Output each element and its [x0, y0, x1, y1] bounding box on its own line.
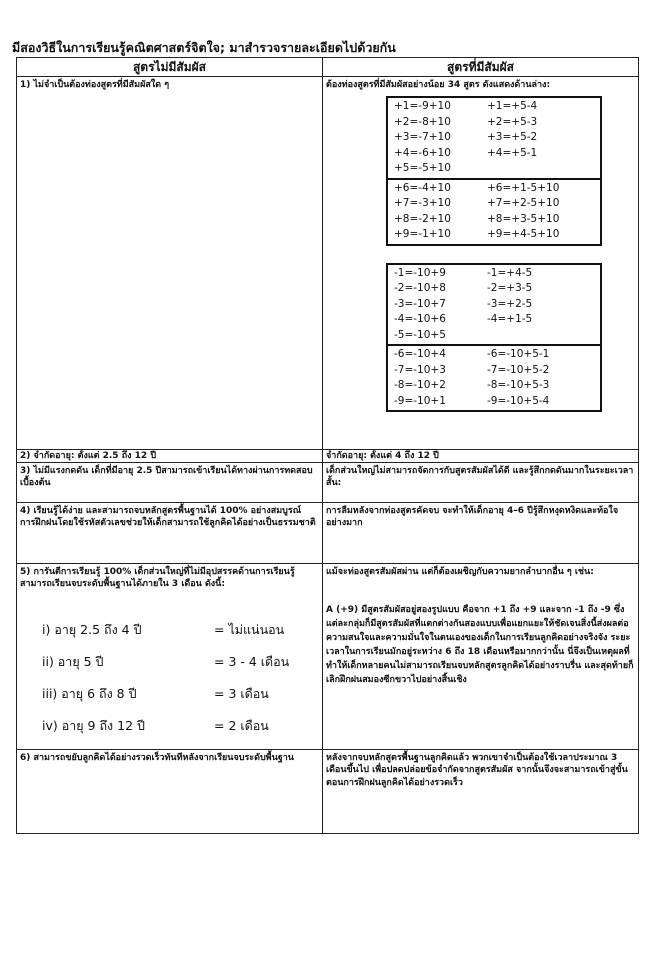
- header-rhyme: สูตรที่มีสัมผัส: [323, 58, 639, 77]
- formula-row: [394, 394, 594, 410]
- comparison-table: [16, 57, 639, 834]
- formula-row: [394, 99, 594, 115]
- row2-right: จำกัดอายุ: ตั้งแต่ 4 ถึง 12 ปี: [323, 450, 639, 463]
- formula-row: [394, 181, 594, 197]
- formula-box: [386, 96, 602, 246]
- formula-text: +7=+2-5+10: [487, 197, 560, 210]
- row6-left: 6) สามารถขยับลูกคิดได้อย่างรวดเร็วทันทีหลังจากเรียนจบระดับพื้นฐาน: [17, 750, 323, 834]
- formula-text: +3=-7+10: [394, 131, 451, 144]
- formula-text: +2=+5-3: [487, 115, 538, 128]
- formula-box: [386, 263, 602, 413]
- formula-text: -8=-10+2: [394, 379, 446, 392]
- formula-text: -5=-10+5: [394, 328, 446, 341]
- formula-row: [394, 312, 594, 328]
- formula-row: [394, 196, 594, 212]
- table-row: [17, 450, 639, 463]
- formula-row: [394, 227, 594, 243]
- formula-text: -8=-10+5-3: [487, 379, 550, 392]
- formula-row: [394, 146, 594, 162]
- table-row: [17, 463, 639, 503]
- table-row: [17, 503, 639, 564]
- header-no-rhyme: สูตรไม่มีสัมผัส: [17, 58, 323, 77]
- formula-text: +9=+4-5+10: [487, 228, 560, 241]
- row1-left: 1) ไม่จำเป็นต้องท่องสูตรที่มีสัมผัสใด ๆ: [20, 80, 170, 91]
- formula-row: [394, 130, 594, 146]
- age-row: iv) อายุ 9 ถึง 12 ปี = 2 เดือน: [42, 718, 269, 734]
- row4-left: 4) เรียนรู้ได้ง่าย และสามารถจบหลักสูตรพื้นฐานได้ 100% อย่างสมบูรณ์ การฝึกฝนโดยใช้รหัสตัวเลขช่วยให้เด็กสามารถใช้ลูกคิดได้อย่างเป็นธรรมชาติ: [17, 503, 323, 564]
- formula-row: [394, 212, 594, 228]
- formula-row: [394, 363, 594, 379]
- formula-row: [394, 115, 594, 131]
- formula-text: -9=-10+1: [394, 394, 446, 407]
- formula-row: [394, 161, 594, 177]
- formula-text: -3=+2-5: [487, 297, 533, 310]
- formula-group: [388, 98, 600, 178]
- table-row: [17, 750, 639, 834]
- formula-text: -1=+4-5: [487, 266, 533, 279]
- row6-right: หลังจากจบหลักสูตรพื้นฐานลูกคิดแล้ว พวกเขาจำเป็นต้องใช้เวลาประมาณ 3 เดือนขึ้นไป เพื่อปลดปล่อยข้อจำกัดจากสูตรสัมผัส จากนั้นจึงจะสามารถเข้าสู่ขั้นตอนการฝึกฝนลูกคิดได้อย่างรวดเร็ว: [323, 750, 639, 834]
- formula-row: [394, 297, 594, 313]
- row3-right: เด็กส่วนใหญ่ไม่สามารถจัดการกับสูตรสัมผัสได้ดี และรู้สึกกดดันมากในระยะเวลาสั้น:: [323, 463, 639, 503]
- formula-text: +6=+1-5+10: [487, 181, 560, 194]
- age-row: iii) อายุ 6 ถึง 8 ปี = 3 เดือน: [42, 686, 269, 702]
- formula-text: -7=-10+3: [394, 363, 446, 376]
- formula-text: -4=-10+6: [394, 313, 446, 326]
- row5-left: 5) การันตีการเรียนรู้ 100% เด็กส่วนใหญ่ที่ไม่มีอุปสรรคด้านการเรียนรู้สามารถเรียนจบระดับพื้นฐานได้ภายใน 3 เดือน ดังนี้:: [20, 567, 295, 590]
- formula-text: +2=-8+10: [394, 115, 451, 128]
- formula-text: -2=+3-5: [487, 282, 533, 295]
- formula-text: +4=-6+10: [394, 146, 451, 159]
- formula-text: -6=-10+4: [394, 348, 446, 361]
- formula-text: -4=+1-5: [487, 313, 533, 326]
- age-row: i) อายุ 2.5 ถึง 4 ปี = ไม่แน่นอน: [42, 622, 285, 638]
- formula-group: [388, 344, 600, 410]
- formula-text: +8=+3-5+10: [487, 212, 560, 225]
- formula-text: -9=-10+5-4: [487, 394, 550, 407]
- page-title: มีสองวิธีในการเรียนรู้คณิตศาสตร์จิตใจ; มาสำรวจรายละเอียดไปด้วยกัน: [12, 40, 396, 55]
- formula-text: +5=-5+10: [394, 162, 451, 175]
- formula-row: [394, 378, 594, 394]
- formula-text: +1=+5-4: [487, 100, 538, 113]
- table-row: [17, 77, 639, 450]
- row3-left: 3) ไม่มีแรงกดดัน เด็กที่มีอายุ 2.5 ปีสามารถเข้าเรียนได้ทางผ่านการทดสอบเบื้องต้น: [17, 463, 323, 503]
- formula-row: [394, 347, 594, 363]
- formula-group: [388, 265, 600, 345]
- table-header-row: [17, 58, 639, 77]
- formula-text: -3=-10+7: [394, 297, 446, 310]
- formula-text: +1=-9+10: [394, 100, 451, 113]
- formula-text: +9=-1+10: [394, 228, 451, 241]
- formula-text: +8=-2+10: [394, 212, 451, 225]
- age-duration-list: [42, 615, 319, 743]
- age-row: ii) อายุ 5 ปี = 3 - 4 เดือน: [42, 654, 290, 670]
- formula-text: -1=-10+9: [394, 266, 446, 279]
- formula-text: -7=-10+5-2: [487, 363, 550, 376]
- formula-boxes: [326, 96, 635, 412]
- formula-group: [388, 178, 600, 244]
- formula-text: +6=-4+10: [394, 181, 451, 194]
- row2-left: 2) จำกัดอายุ: ตั้งแต่ 2.5 ถึง 12 ปี: [17, 450, 323, 463]
- formula-row: [394, 281, 594, 297]
- formula-text: -2=-10+8: [394, 282, 446, 295]
- row5-right: แม้จะท่องสูตรสัมผัสผ่าน แต่ก็ต้องเผชิญกับความยากลำบากอื่น ๆ เช่น:: [326, 567, 594, 578]
- formula-text: +4=+5-1: [487, 146, 538, 159]
- formula-row: [394, 328, 594, 344]
- row4-right: การลืมหลังจากท่องสูตรคัดจบ จะทำให้เด็กอายุ 4–6 ปีรู้สึกหงุดหงิดและท้อใจอย่างมาก: [323, 503, 639, 564]
- formula-row: [394, 266, 594, 282]
- formula-text: +7=-3+10: [394, 197, 451, 210]
- table-row: [17, 564, 639, 750]
- formula-text: +3=+5-2: [487, 131, 538, 144]
- row5-right-detail: A (+9) มีสูตรสัมผัสอยู่สองรูปแบบ คือจาก +1 ถึง +9 และจาก -1 ถึง -9 ซึ่งแต่ละกลุ่มก็มีสูตรสัมผัสที่แตกต่างกันสองแบบเพื่อแยกแยะให้ชัดเจนสิ่งนี้ส่งผลต่อความสนใจและความมั่นใจในตนเองของเด็กในการเรียนลูกคิดอย่างจริงจัง ระยะเวลาในการเรียนมักอยู่ระหว่าง 6 ถึง 18 เดือนหรือมากกว่านั้น นี่จึงเป็นเหตุผลที่ทำให้เด็กหลายคนไม่สามารถเรียนจบหลักสูตรลูกคิดได้อย่างราบรื่น และสุดท้ายก็เลิกฝึกฝนสมองซีกขวาไปอย่างสิ้นเชิง: [326, 605, 634, 686]
- formula-text: -6=-10+5-1: [487, 348, 550, 361]
- row1-right: ต้องท่องสูตรที่มีสัมผัสอย่างน้อย 34 สูตร ดังแสดงด้านล่าง:: [326, 80, 551, 91]
